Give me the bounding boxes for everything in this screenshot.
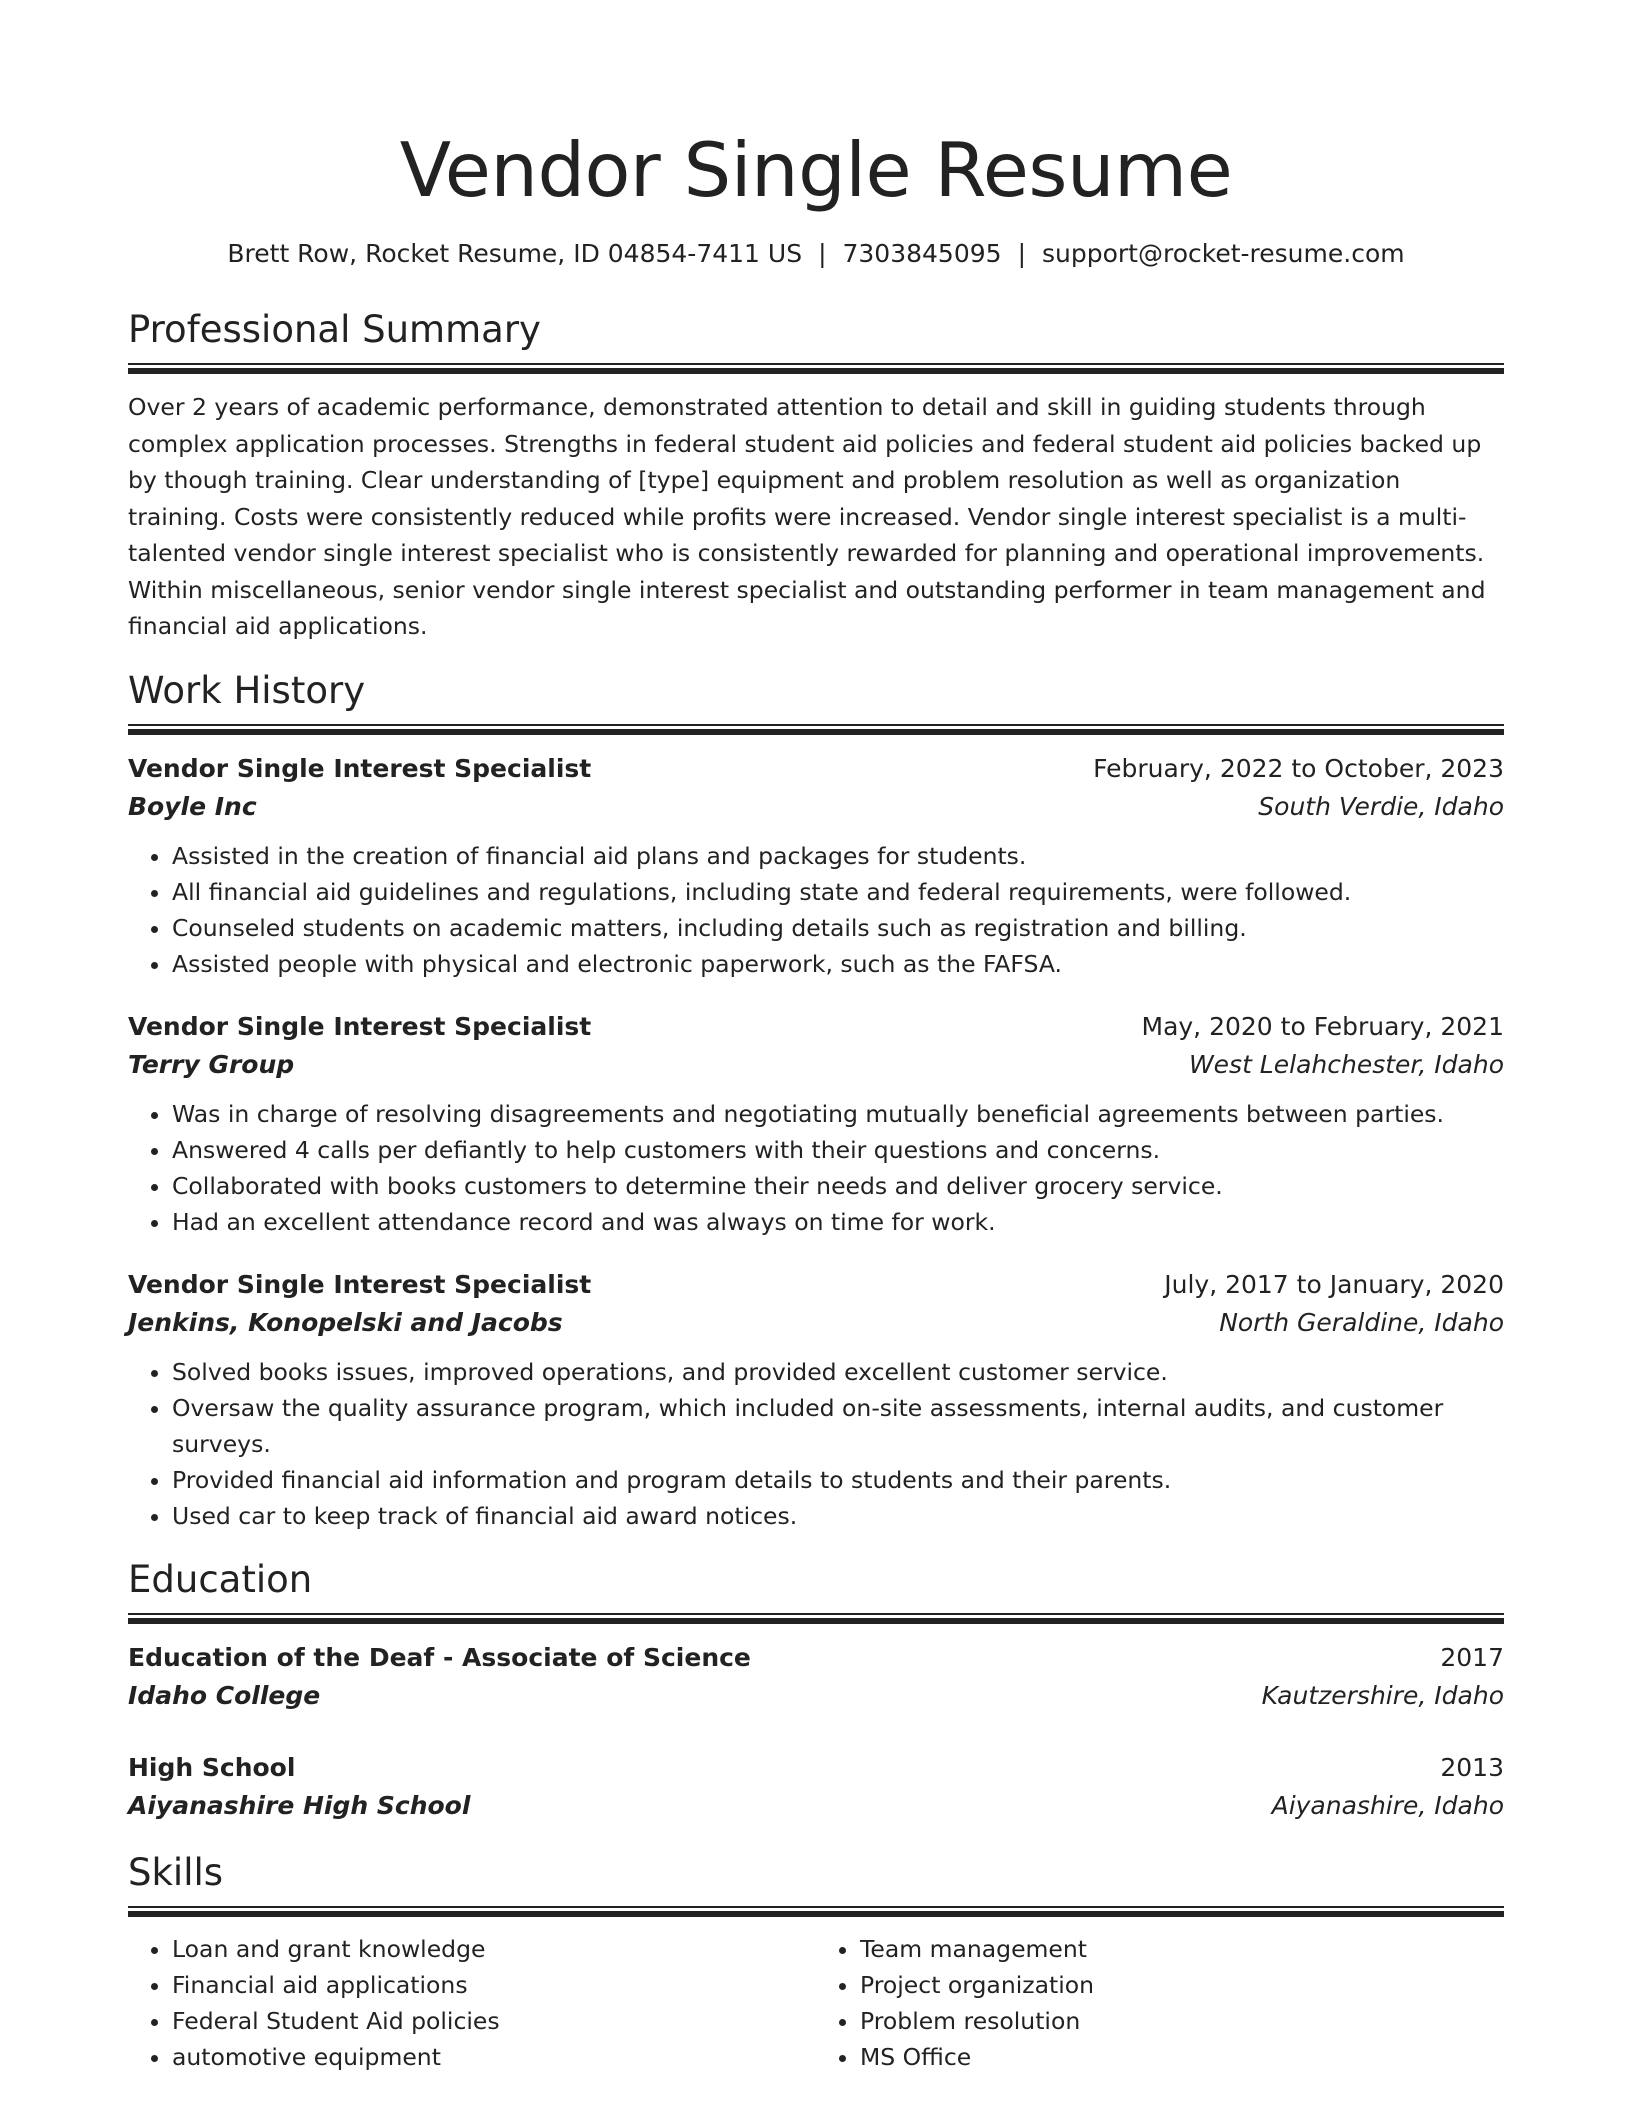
skills-list-left — [128, 1931, 816, 2075]
section-divider — [128, 1613, 1504, 1624]
list-item: • Federal Student Aid policies — [172, 2003, 816, 2039]
work-history-section — [128, 669, 1504, 1534]
education-location: Kautzershire, Idaho — [1261, 1680, 1504, 1710]
list-item: • Collaborated with books customers to determine their needs and deliver grocery service. — [172, 1168, 1504, 1204]
education-heading: Education — [128, 1557, 313, 1601]
list-item: • Problem resolution — [860, 2003, 1504, 2039]
education-degree: Education of the Deaf - Associate of Science — [128, 1642, 751, 1672]
section-divider — [128, 1906, 1504, 1917]
education-entry — [128, 1639, 1504, 1715]
job-location: South Verdie, Idaho — [1258, 791, 1504, 821]
job-dates: July, 2017 to January, 2020 — [1164, 1269, 1504, 1299]
list-item: • MS Office — [860, 2039, 1504, 2075]
section-divider — [128, 363, 1504, 374]
summary-section — [128, 308, 1504, 645]
job-entry — [128, 750, 1504, 982]
section-divider — [128, 724, 1504, 735]
job-entry — [128, 1008, 1504, 1240]
education-entry — [128, 1749, 1504, 1825]
contact-address: Brett Row, Rocket Resume, ID 04854-7411 US — [227, 239, 803, 268]
job-bullets — [128, 1354, 1504, 1534]
summary-text: Over 2 years of academic performance, demonstrated attention to detail and skill in guiding students through complex application processes. Strengths in federal student aid policies and federal student aid policies backed up by though training. Clear understanding of [type] equipment and problem resolution as well as organization training. Costs were consistently reduced while profits were increased. Vendor single interest specialist is a multi-talented vendor single interest specialist who is consistently rewarded for planning and operational improvements. Within miscellaneous, senior vendor single interest specialist and outstanding performer in team management and financial aid applications. — [128, 393, 1486, 640]
list-item: • Project organization — [860, 1967, 1504, 2003]
summary-heading: Professional Summary — [128, 308, 541, 351]
job-company: Jenkins, Konopelski and Jacobs — [128, 1307, 563, 1337]
list-item: • Financial aid applications — [172, 1967, 816, 2003]
list-item: • Oversaw the quality assurance program, which included on-site assessments, internal audits, and customer surveys. — [172, 1390, 1504, 1462]
list-item: • automotive equipment — [172, 2039, 816, 2075]
contact-email: support@rocket-resume.com — [1042, 239, 1405, 268]
list-item: • Assisted in the creation of financial aid plans and packages for students. — [172, 838, 1504, 874]
job-title: Vendor Single Interest Specialist — [128, 1269, 592, 1299]
list-item: • Team management — [860, 1931, 1504, 1967]
contact-separator: | — [1017, 239, 1026, 268]
education-school: Aiyanashire High School — [128, 1790, 471, 1820]
resume-page — [128, 0, 1504, 2075]
job-dates: May, 2020 to February, 2021 — [1141, 1011, 1504, 1041]
education-degree: High School — [128, 1752, 296, 1782]
contact-phone: 7303845095 — [842, 239, 1002, 268]
job-title: Vendor Single Interest Specialist — [128, 753, 592, 783]
job-location: West Lelahchester, Idaho — [1188, 1049, 1504, 1079]
job-company: Boyle Inc — [128, 791, 257, 821]
education-school: Idaho College — [128, 1680, 321, 1710]
contact-separator: | — [818, 239, 827, 268]
job-bullets — [128, 1096, 1504, 1240]
work-history-heading: Work History — [128, 668, 366, 712]
skills-columns — [128, 1917, 1504, 2075]
list-item: • Had an excellent attendance record and was always on time for work. — [172, 1204, 1504, 1240]
job-title: Vendor Single Interest Specialist — [128, 1011, 592, 1041]
education-year: 2017 — [1440, 1642, 1504, 1672]
education-section — [128, 1558, 1504, 1825]
education-year: 2013 — [1440, 1752, 1504, 1782]
education-location: Aiyanashire, Idaho — [1271, 1790, 1504, 1820]
list-item: • Used car to keep track of financial aid award notices. — [172, 1498, 1504, 1534]
list-item: • Answered 4 calls per defiantly to help customers with their questions and concerns. — [172, 1132, 1504, 1168]
list-item: • All financial aid guidelines and regulations, including state and federal requirements, were followed. — [172, 874, 1504, 910]
job-dates: February, 2022 to October, 2023 — [1093, 753, 1504, 783]
job-bullets — [128, 838, 1504, 982]
list-item: • Was in charge of resolving disagreements and negotiating mutually beneficial agreements between parties. — [172, 1096, 1504, 1132]
list-item: • Solved books issues, improved operations, and provided excellent customer service. — [172, 1354, 1504, 1390]
job-entry — [128, 1266, 1504, 1534]
contact-line — [128, 238, 1504, 270]
job-location: North Geraldine, Idaho — [1219, 1307, 1504, 1337]
list-item: • Provided financial aid information and program details to students and their parents. — [172, 1462, 1504, 1498]
skills-section — [128, 1851, 1504, 2075]
list-item: • Counseled students on academic matters, including details such as registration and billing. — [172, 910, 1504, 946]
job-company: Terry Group — [128, 1049, 295, 1079]
skills-list-right — [816, 1931, 1504, 2075]
resume-title: Vendor Single Resume — [399, 126, 1233, 214]
skills-heading: Skills — [128, 1850, 224, 1894]
list-item: • Loan and grant knowledge — [172, 1931, 816, 1967]
list-item: • Assisted people with physical and electronic paperwork, such as the FAFSA. — [172, 946, 1504, 982]
